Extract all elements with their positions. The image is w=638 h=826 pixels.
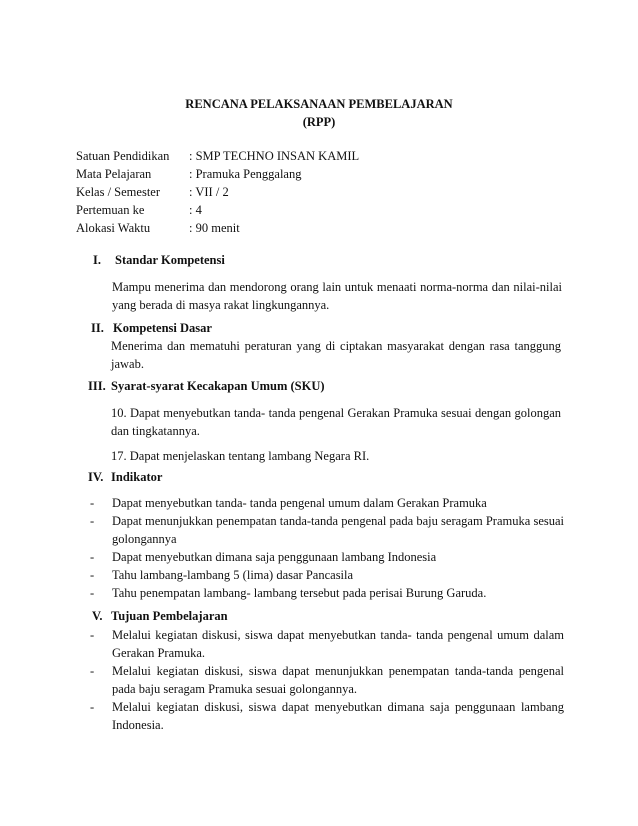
bullet-dash: - xyxy=(90,700,95,714)
section-standar-kompetensi xyxy=(93,251,562,314)
identity-value: : 90 menit xyxy=(189,221,240,235)
list-item xyxy=(90,662,564,698)
section-title: Kompetensi Dasar xyxy=(113,321,212,335)
list-item xyxy=(90,566,564,584)
bullet-dash: - xyxy=(90,664,95,678)
identity-value: : VII / 2 xyxy=(189,185,229,199)
list-item xyxy=(90,494,564,512)
identity-label: Pertemuan ke xyxy=(76,203,145,217)
list-item-text: Tahu lambang-lambang 5 (lima) dasar Pancasila xyxy=(112,568,354,582)
bullet-dash: - xyxy=(90,628,95,642)
identity-row xyxy=(76,201,359,219)
identity-value: : Pramuka Penggalang xyxy=(189,167,302,181)
section-indikator xyxy=(88,468,162,486)
bullet-dash: - xyxy=(90,568,95,582)
bullet-dash: - xyxy=(90,550,95,564)
identity-table xyxy=(76,147,359,237)
section-heading xyxy=(93,251,562,269)
list-item xyxy=(90,584,564,602)
list-item-text: Melalui kegiatan diskusi, siswa dapat menyebutkan tanda- tanda pengenal umum dalam Gerakan Pramuka. xyxy=(112,628,564,660)
document-subtitle: (RPP) xyxy=(302,115,336,129)
identity-label: Kelas / Semester xyxy=(76,185,161,199)
indikator-list xyxy=(90,494,564,602)
tujuan-list xyxy=(90,626,564,734)
section-number: I. xyxy=(93,253,101,267)
list-item-text: Dapat menyebutkan dimana saja penggunaan lambang Indonesia xyxy=(112,550,437,564)
sku-item: 17. Dapat menjelaskan tentang lambang Negara RI. xyxy=(111,449,370,463)
document-title: RENCANA PELAKSANAAN PEMBELAJARAN xyxy=(185,97,453,111)
bullet-dash: - xyxy=(90,514,95,528)
list-item xyxy=(90,698,564,734)
section-number: II. xyxy=(91,321,104,335)
section-number: V. xyxy=(92,609,103,623)
list-item-text: Tahu penempatan lambang- lambang tersebut pada perisai Burung Garuda. xyxy=(112,586,487,600)
section-title: Indikator xyxy=(111,470,163,484)
list-item xyxy=(90,548,564,566)
section-heading xyxy=(92,607,228,625)
list-item xyxy=(90,512,564,548)
identity-row xyxy=(76,147,359,165)
identity-row xyxy=(76,183,359,201)
list-item-text: Dapat menyebutkan tanda- tanda pengenal umum dalam Gerakan Pramuka xyxy=(112,496,487,510)
list-item-text: Melalui kegiatan diskusi, siswa dapat menunjukkan penempatan tanda-tanda pengenal pada baju seragam Pramuka sesuai golongannya. xyxy=(112,664,564,696)
section-tujuan-pembelajaran xyxy=(92,607,228,625)
section-paragraph: Mampu menerima dan mendorong orang lain untuk menaati norma-norma dan nilai-nilai yang berada di masya rakat lingkungannya. xyxy=(112,280,562,312)
section-title: Tujuan Pembelajaran xyxy=(111,609,228,623)
section-title: Syarat-syarat Kecakapan Umum (SKU) xyxy=(111,379,325,393)
section-number: III. xyxy=(88,379,106,393)
identity-label: Alokasi Waktu xyxy=(76,221,151,235)
section-paragraph: Menerima dan mematuhi peraturan yang di ciptakan masyarakat dengan rasa tanggung jawab. xyxy=(111,339,561,371)
section-heading xyxy=(88,377,561,395)
list-item-text: Melalui kegiatan diskusi, siswa dapat menyebutkan dimana saja penggunaan lambang Indonesia. xyxy=(112,700,564,732)
section-heading xyxy=(91,319,561,337)
section-title: Standar Kompetensi xyxy=(115,253,225,267)
identity-label: Satuan Pendidikan xyxy=(76,149,170,163)
section-kompetensi-dasar xyxy=(91,319,561,373)
list-item-text: Dapat menunjukkan penempatan tanda-tanda pengenal pada baju seragam Pramuka sesuai golongannya xyxy=(112,514,564,546)
identity-value: : 4 xyxy=(189,203,202,217)
bullet-dash: - xyxy=(90,586,95,600)
identity-value: : SMP TECHNO INSAN KAMIL xyxy=(189,149,360,163)
identity-label: Mata Pelajaran xyxy=(76,167,152,181)
list-item xyxy=(90,626,564,662)
sku-item: 10. Dapat menyebutkan tanda- tanda pengenal Gerakan Pramuka sesuai dengan golongan dan tingkatannya. xyxy=(111,406,561,438)
identity-row xyxy=(76,165,359,183)
bullet-dash: - xyxy=(90,496,95,510)
identity-row xyxy=(76,219,359,237)
section-sku xyxy=(88,377,561,465)
section-heading xyxy=(88,468,162,486)
section-number: IV. xyxy=(88,470,104,484)
